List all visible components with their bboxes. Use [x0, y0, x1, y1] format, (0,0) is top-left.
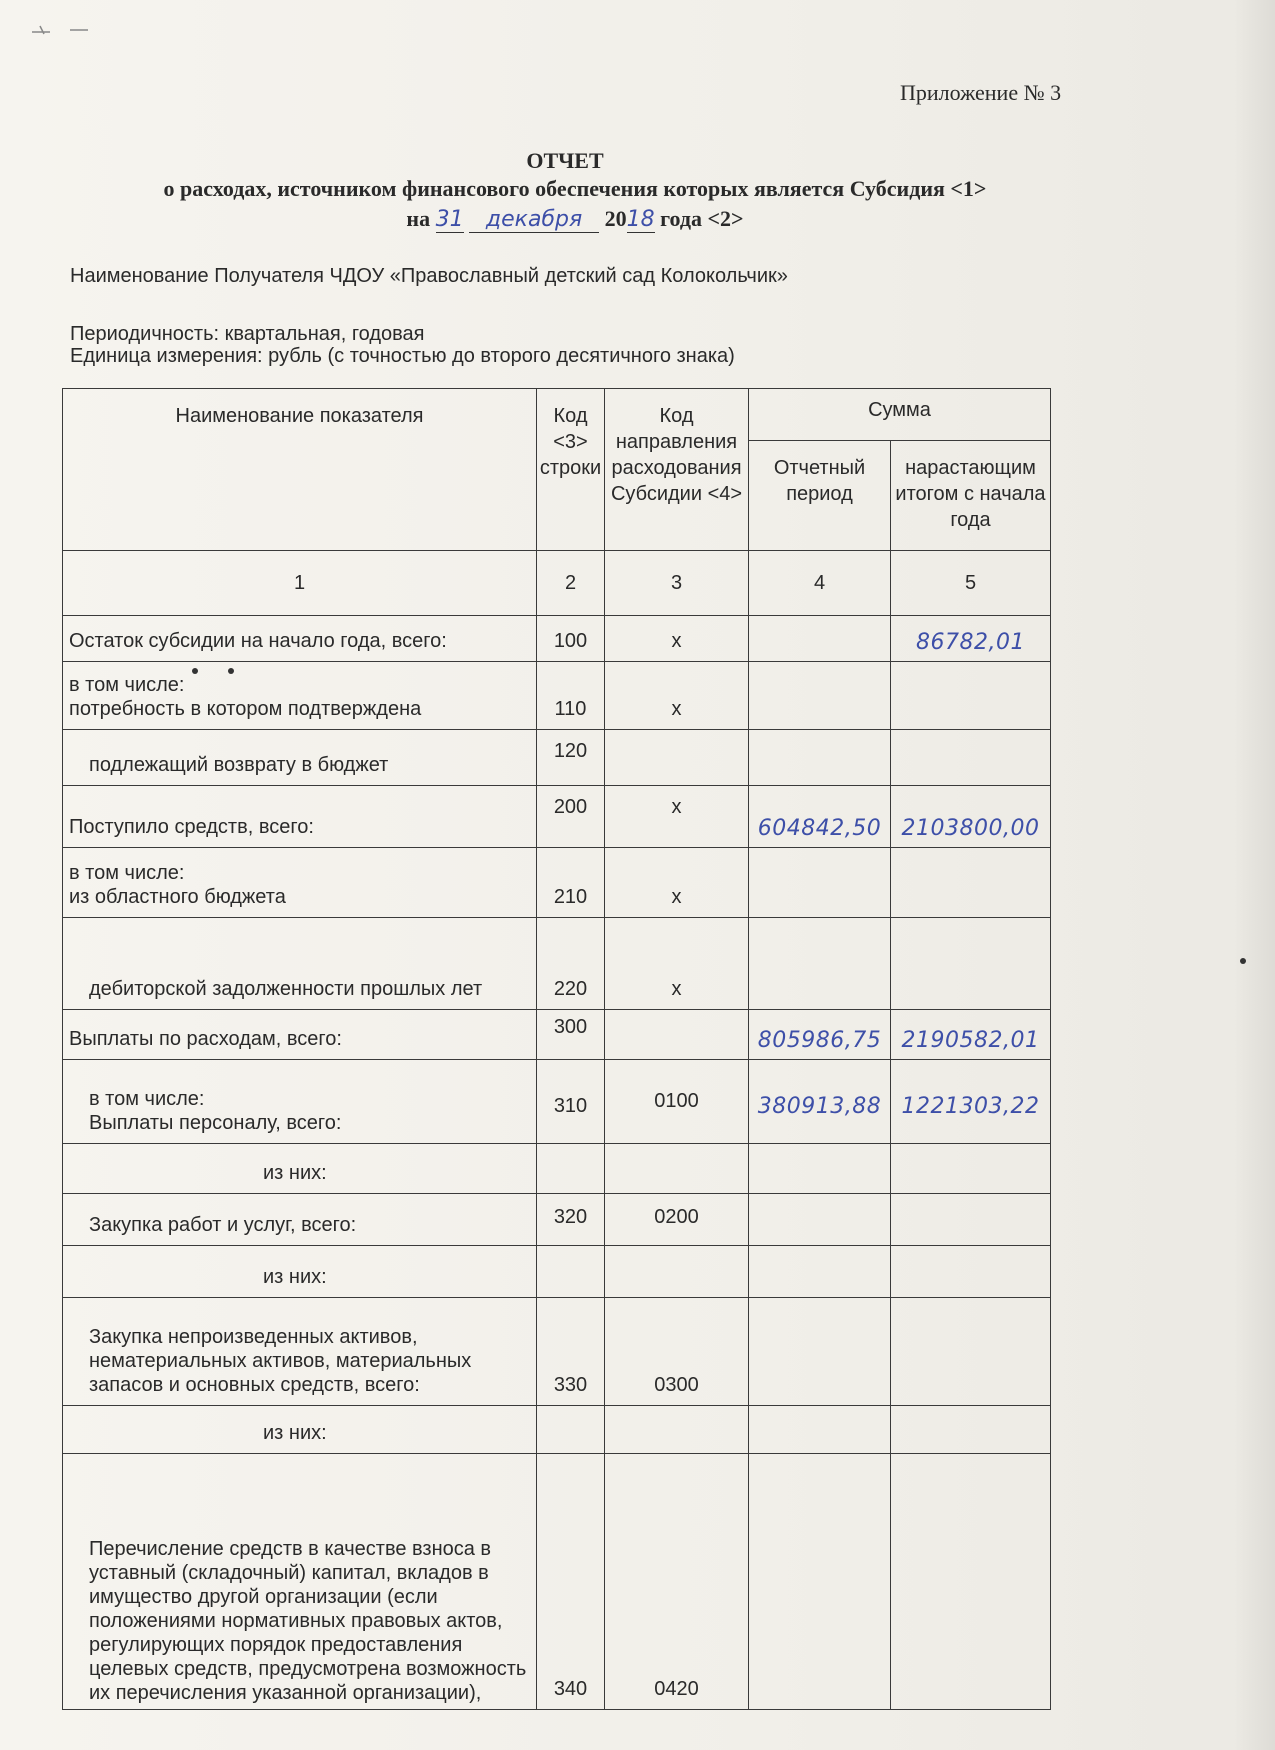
header-cumulative: нарастающим итогом с начала года: [891, 441, 1051, 551]
row-name: Перечисление средств в качестве взноса в уставный (складочный) капитал, вкладов в имущество другой организации (если положениями нормативных правовых актов, регулирующих порядок предоставления целевых средств, предусмотрена возможность их перечисления указанной организации),: [63, 1454, 537, 1710]
date-month: декабря: [469, 207, 599, 233]
row-line-code: [537, 1406, 605, 1454]
row-line-code: 100: [537, 616, 605, 662]
table-row: [63, 1010, 1051, 1060]
row-period-value: 380913,88: [749, 1060, 891, 1144]
row-period-value: [749, 1454, 891, 1710]
row-period-value: [749, 918, 891, 1010]
col-number: 2: [537, 551, 605, 616]
header-direction-code: Код направления расходования Субсидии <4>: [605, 389, 749, 551]
table-row: [63, 1298, 1051, 1406]
row-direction-code: [605, 1010, 749, 1060]
row-line-code: [537, 1246, 605, 1298]
row-line-code: 320: [537, 1194, 605, 1246]
row-direction-code: 0100: [605, 1060, 749, 1144]
ink-dot: [192, 668, 198, 674]
row-cumulative-value: [891, 1406, 1051, 1454]
row-direction-code: x: [605, 786, 749, 848]
table-row: [63, 662, 1051, 730]
col-number: 3: [605, 551, 749, 616]
row-period-value: [749, 1298, 891, 1406]
row-line-code: 220: [537, 918, 605, 1010]
header-sum: Сумма: [749, 389, 1051, 441]
report-title: ОТЧЕТ: [526, 148, 604, 173]
header-line-code: Код <3> строки: [537, 389, 605, 551]
row-name: из них:: [63, 1406, 537, 1454]
table-row: [63, 616, 1051, 662]
row-period-value: [749, 616, 891, 662]
row-cumulative-value: [891, 1144, 1051, 1194]
row-name: из них:: [63, 1144, 537, 1194]
header-name: Наименование показателя: [63, 389, 537, 551]
row-direction-code: 0200: [605, 1194, 749, 1246]
col-number: 5: [891, 551, 1051, 616]
row-line-code: 110: [537, 662, 605, 730]
date-year-suffix: 18: [626, 207, 655, 232]
row-name: Поступило средств, всего:: [63, 786, 537, 848]
report-subtitle: о расходах, источником финансового обеспечения которых является Субсидия <1>: [163, 176, 987, 201]
row-cumulative-value: [891, 1246, 1051, 1298]
recipient-name: Наименование Получателя ЧДОУ «Православный детский сад Колокольчик»: [70, 265, 788, 287]
row-cumulative-value: 2190582,01: [891, 1010, 1051, 1060]
row-name: дебиторской задолженности прошлых лет: [63, 918, 537, 1010]
table-row: [63, 1406, 1051, 1454]
appendix-label: Приложение № 3: [900, 80, 1062, 105]
header-reporting-period: Отчетный период: [749, 441, 891, 551]
table-row: [63, 1454, 1051, 1710]
report-date: [0, 206, 1150, 233]
row-line-code: 210: [537, 848, 605, 918]
row-cumulative-value: [891, 730, 1051, 786]
table-row: [63, 1194, 1051, 1246]
row-direction-code: [605, 1246, 749, 1298]
row-direction-code: [605, 1144, 749, 1194]
row-name: в том числе: из областного бюджета: [63, 848, 537, 918]
row-direction-code: x: [605, 918, 749, 1010]
col-number: 1: [63, 551, 537, 616]
date-suffix: года <2>: [660, 206, 744, 231]
date-prefix: на: [406, 206, 431, 231]
column-number-row: [63, 551, 1051, 616]
row-period-value: [749, 1144, 891, 1194]
row-cumulative-value: [891, 1298, 1051, 1406]
row-line-code: 340: [537, 1454, 605, 1710]
col-number: 4: [749, 551, 891, 616]
row-cumulative-value: [891, 662, 1051, 730]
row-period-value: [749, 848, 891, 918]
scan-mark-icon: [30, 22, 90, 36]
row-name: из них:: [63, 1246, 537, 1298]
date-year-prefix: 20: [604, 206, 627, 231]
row-name: в том числе: потребность в котором подтверждена: [63, 662, 537, 730]
row-period-value: [749, 730, 891, 786]
table-row: [63, 848, 1051, 918]
row-line-code: 200: [537, 786, 605, 848]
row-name: Закупка работ и услуг, всего:: [63, 1194, 537, 1246]
table-row: [63, 918, 1051, 1010]
row-cumulative-value: 86782,01: [891, 616, 1051, 662]
row-line-code: 120: [537, 730, 605, 786]
row-period-value: [749, 1194, 891, 1246]
row-direction-code: x: [605, 662, 749, 730]
table-row: [63, 786, 1051, 848]
row-direction-code: [605, 730, 749, 786]
row-period-value: 805986,75: [749, 1010, 891, 1060]
row-direction-code: 0420: [605, 1454, 749, 1710]
ink-dot: [1240, 958, 1246, 964]
row-line-code: 330: [537, 1298, 605, 1406]
row-cumulative-value: [891, 848, 1051, 918]
row-cumulative-value: [891, 1194, 1051, 1246]
table-row: [63, 730, 1051, 786]
table-row: [63, 1144, 1051, 1194]
periodicity: Периодичность: квартальная, годовая: [70, 323, 425, 345]
row-cumulative-value: 2103800,00: [891, 786, 1051, 848]
unit-of-measure: Единица измерения: рубль (с точностью до второго десятичного знака): [70, 345, 735, 367]
row-cumulative-value: [891, 1454, 1051, 1710]
row-line-code: [537, 1144, 605, 1194]
row-direction-code: [605, 1406, 749, 1454]
row-name: Остаток субсидии на начало года, всего:: [63, 616, 537, 662]
row-cumulative-value: [891, 918, 1051, 1010]
row-period-value: [749, 662, 891, 730]
row-name: подлежащий возврату в бюджет: [63, 730, 537, 786]
row-name: Выплаты по расходам, всего:: [63, 1010, 537, 1060]
row-line-code: 310: [537, 1060, 605, 1144]
row-period-value: [749, 1406, 891, 1454]
row-direction-code: x: [605, 616, 749, 662]
row-direction-code: 0300: [605, 1298, 749, 1406]
row-name: в том числе: Выплаты персоналу, всего:: [63, 1060, 537, 1144]
scan-edge-shadow: [1235, 0, 1275, 1750]
row-cumulative-value: 1221303,22: [891, 1060, 1051, 1144]
report-table: [62, 388, 1051, 1710]
table-row: [63, 1246, 1051, 1298]
row-name: Закупка непроизведенных активов, нематериальных активов, материальных запасов и основных средств, всего:: [63, 1298, 537, 1406]
row-direction-code: x: [605, 848, 749, 918]
table-row: [63, 1060, 1051, 1144]
ink-dot: [228, 668, 234, 674]
row-period-value: 604842,50: [749, 786, 891, 848]
date-day: 31: [435, 207, 464, 232]
row-period-value: [749, 1246, 891, 1298]
row-line-code: 300: [537, 1010, 605, 1060]
